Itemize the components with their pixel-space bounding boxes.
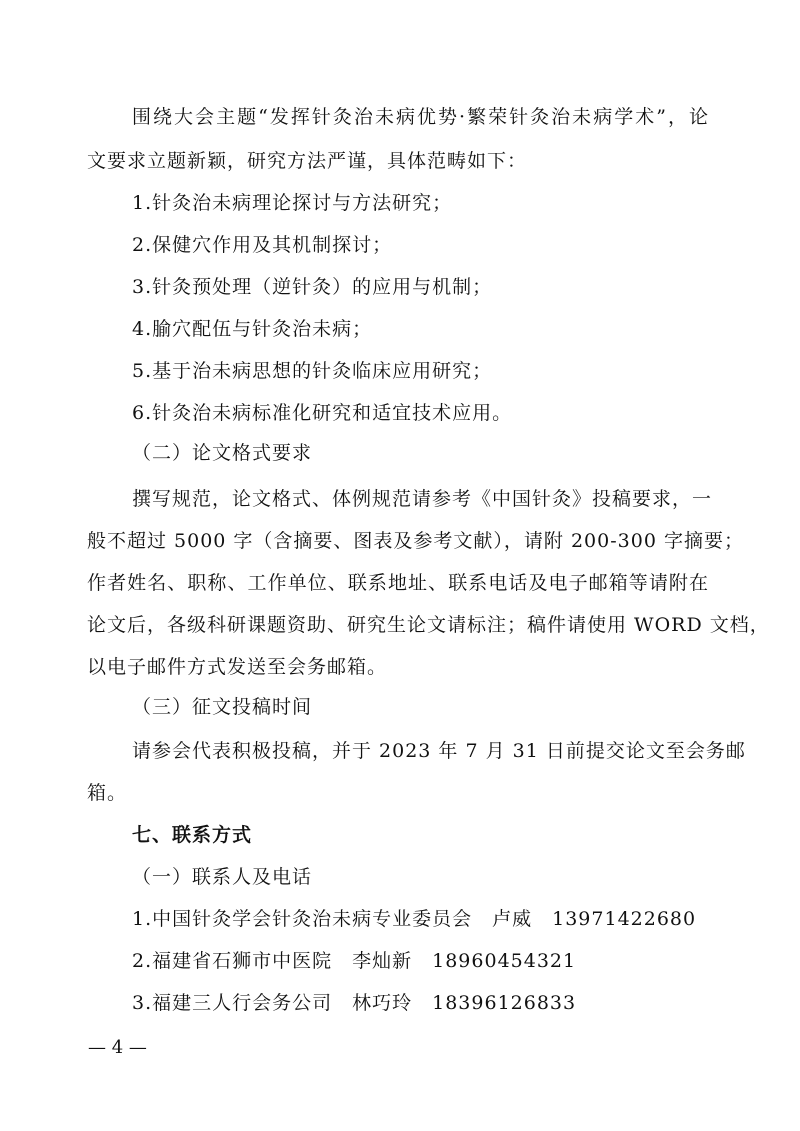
- time-line-2: 箱。: [87, 782, 128, 804]
- section7-heading: 七、联系方式: [132, 824, 253, 846]
- topic-item-2: 2.保健穴作用及其机制探讨；: [132, 234, 393, 256]
- intro-line-2: 文要求立题新颖，研究方法严谨，具体范畴如下：: [87, 150, 528, 172]
- topic-item-4: 4.腧穴配伍与针灸治未病；: [132, 318, 373, 340]
- format-line-5: 以电子邮件方式发送至会务邮箱。: [87, 656, 388, 678]
- format-line-2: 般不超过 5000 字（含摘要、图表及参考文献），请附 200-300 字摘要；: [87, 530, 744, 552]
- topic-item-3: 3.针灸预处理（逆针灸）的应用与机制；: [132, 276, 493, 298]
- topic-item-5: 5.基于治未病思想的针灸临床应用研究；: [132, 360, 493, 382]
- topic-item-1: 1.针灸治未病理论探讨与方法研究；: [132, 192, 453, 214]
- contact-item-3: 3.福建三人行会务公司 林巧玲 18396126833: [132, 992, 577, 1014]
- page-number: — 4 —: [88, 1037, 147, 1058]
- format-heading: （二）论文格式要求: [132, 442, 313, 464]
- time-line-1: 请参会代表积极投稿，并于 2023 年 7 月 31 日前提交论文至会务邮: [132, 740, 746, 762]
- format-line-3: 作者姓名、职称、工作单位、联系地址、联系电话及电子邮箱等请附在: [87, 572, 709, 594]
- contacts-subheading: （一）联系人及电话: [132, 866, 313, 888]
- intro-line-1: 围绕大会主题“发挥针灸治未病优势·繁荣针灸治未病学术”，论: [132, 106, 709, 128]
- contact-item-1: 1.中国针灸学会针灸治未病专业委员会 卢威 13971422680: [132, 908, 697, 930]
- time-heading: （三）征文投稿时间: [132, 696, 313, 718]
- topic-item-6: 6.针灸治未病标准化研究和适宜技术应用。: [132, 402, 513, 424]
- format-line-1: 撰写规范，论文格式、体例规范请参考《中国针灸》投稿要求，一: [132, 488, 713, 510]
- contact-item-2: 2.福建省石狮市中医院 李灿新 18960454321: [132, 950, 577, 972]
- format-line-4: 论文后，各级科研课题资助、研究生论文请标注；稿件请使用 WORD 文档，: [87, 614, 770, 636]
